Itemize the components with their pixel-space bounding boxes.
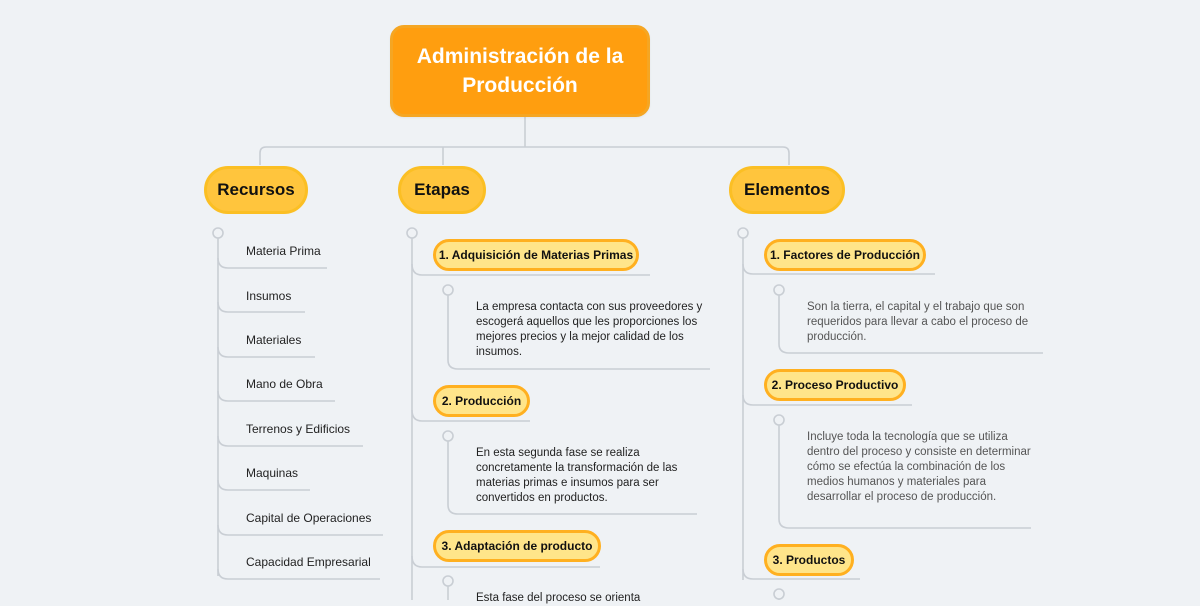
recursos-item[interactable]: Materiales [246, 333, 302, 347]
etapas-step-3-text[interactable]: Esta fase del proceso se orienta [476, 592, 641, 604]
etapas-step-3[interactable] [433, 530, 601, 562]
recursos-item[interactable]: Capital de Operaciones [246, 511, 372, 525]
etapas-step-2[interactable] [433, 385, 530, 417]
elementos-step-1-text[interactable]: Son la tierra, el capital y el trabajo que son requeridos para llevar a cabo el proceso de producción. [807, 301, 1029, 343]
elementos-step-3[interactable] [764, 544, 854, 576]
root-title: Administración de la Producción [416, 45, 624, 97]
recursos-item[interactable]: Maquinas [246, 466, 299, 480]
etapas-step-1[interactable] [433, 239, 639, 271]
recursos-item[interactable]: Capacidad Empresarial [246, 555, 371, 569]
branch-recursos[interactable] [204, 166, 308, 214]
branch-etapas-label: Etapas [414, 180, 470, 199]
recursos-item[interactable]: Materia Prima [246, 244, 321, 258]
etapas-step-2-title: 2. Producción [441, 394, 522, 408]
etapas-step-3-title: 3. Adaptación de producto [441, 539, 593, 553]
recursos-item[interactable]: Mano de Obra [246, 377, 323, 391]
elementos-step-2-text[interactable]: Incluye toda la tecnología que se utiliza dentro del proceso y consiste en determinar cómo se efectúa la combinación de los medios humanos y materiales para desarrollar el proceso de producción. [807, 431, 1031, 503]
etapas-step-1-title: 1. Adquisición de Materias Primas [438, 248, 634, 262]
elementos-step-1[interactable] [764, 239, 926, 271]
branch-etapas[interactable] [398, 166, 486, 214]
root-topic[interactable] [390, 25, 650, 117]
recursos-item[interactable]: Insumos [246, 289, 292, 303]
recursos-item[interactable]: Terrenos y Edificios [246, 422, 351, 436]
elementos-step-2-title: 2. Proceso Productivo [771, 378, 899, 392]
elementos-step-1-title: 1. Factores de Producción [769, 248, 921, 262]
elementos-step-3-title: 3. Productos [772, 553, 846, 567]
branch-elementos[interactable] [729, 166, 845, 214]
etapas-step-2-text[interactable]: En esta segunda fase se realiza concretamente la transformación de las materias primas e insumos para ser convertidos en productos. [476, 447, 678, 504]
branch-recursos-label: Recursos [217, 180, 295, 199]
etapas-step-1-text[interactable]: La empresa contacta con sus proveedores y escogerá aquellos que les proporciones los mejores precios y la mejor calidad de los insumos. [476, 301, 703, 358]
branch-elementos-label: Elementos [744, 180, 830, 199]
elementos-step-2[interactable] [764, 369, 906, 401]
